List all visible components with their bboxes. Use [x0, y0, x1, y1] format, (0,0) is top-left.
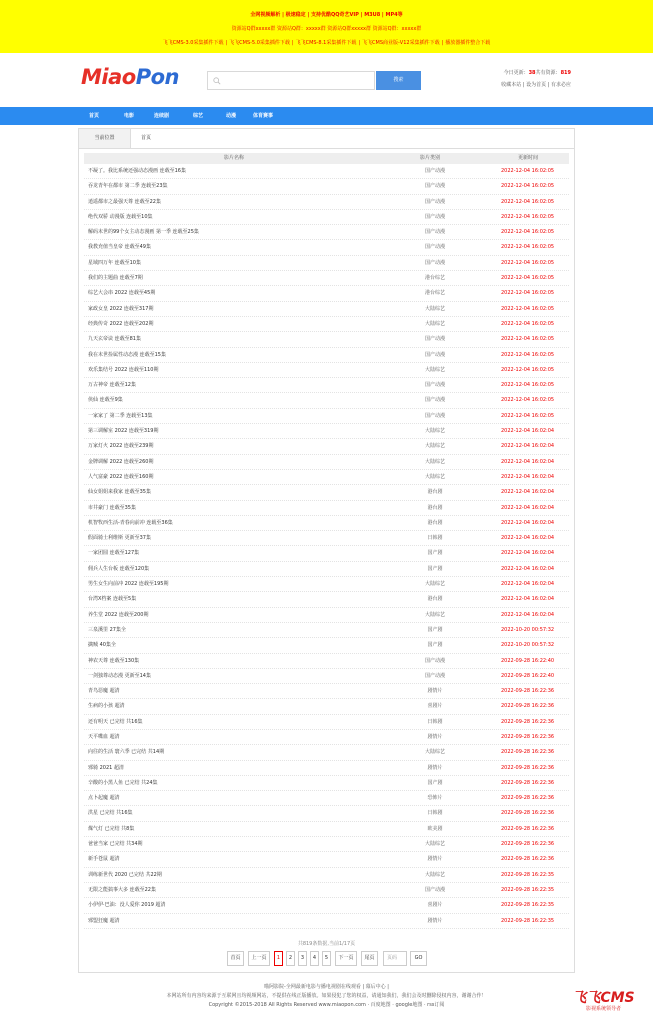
banner-line-2: 资源站Q群xxxxx群 资源站Q群：xxxxx群 资源站Q群xxxxx群 资源站Q群：xxxxx群 — [231, 26, 422, 32]
video-title-link[interactable]: 洪星 已完结 共16集 — [88, 810, 133, 817]
today-label: 今日更新： — [503, 70, 529, 76]
table-row[interactable] — [84, 837, 569, 852]
video-title-link[interactable]: 小伊伊·巴油：没人爱你 2019 超清 — [88, 902, 166, 909]
update-time: 2022-12-04 16:02:04 — [501, 504, 555, 511]
table-row[interactable] — [84, 225, 569, 240]
update-time: 2022-09-28 16:22:36 — [501, 841, 555, 848]
video-category[interactable]: 剧情片 — [427, 733, 443, 740]
update-time: 2022-09-28 16:22:36 — [501, 810, 555, 817]
video-title-link[interactable]: 邪盟狂魔 超清 — [88, 917, 120, 924]
site-footer — [0, 983, 653, 1010]
update-time: 2022-12-04 16:02:05 — [501, 244, 555, 251]
update-time: 2022-12-04 16:02:05 — [501, 320, 555, 327]
update-time: 2022-12-04 16:02:05 — [501, 183, 555, 190]
video-title-link[interactable]: 经典传奇 2022 连载至202期 — [88, 320, 154, 327]
video-title-link[interactable]: 万古神帝 连载至12集 — [88, 382, 136, 389]
video-category[interactable]: 剧情片 — [427, 917, 443, 924]
update-time: 2022-12-04 16:02:05 — [501, 351, 555, 358]
table-row[interactable] — [84, 806, 569, 821]
table-row[interactable] — [84, 608, 569, 623]
table-row[interactable] — [84, 791, 569, 806]
video-category[interactable]: 国产动漫 — [424, 168, 445, 174]
video-title-link[interactable]: 煤气灯 已完结 共8集 — [88, 825, 135, 832]
video-category[interactable]: 国产动漫 — [424, 351, 445, 358]
pager-info: 共819条数据,当前1/17页 — [297, 941, 356, 947]
video-category[interactable]: 剧情片 — [427, 688, 443, 695]
table-row[interactable] — [84, 256, 569, 271]
table-row[interactable] — [84, 852, 569, 867]
page-last-button[interactable]: 尾页 — [361, 951, 378, 966]
video-category[interactable]: 国产剧 — [427, 550, 443, 557]
video-title-link[interactable]: 欢乐集结号 2022 连载至110期 — [88, 366, 159, 373]
update-time: 2022-12-04 16:02:04 — [501, 581, 555, 588]
video-title-link[interactable]: 青鸟惡魔 超清 — [88, 688, 120, 695]
update-time: 2022-09-28 16:22:36 — [501, 688, 555, 695]
banner-link[interactable]: 飞飞CMS-5.0采集插件下载 — [229, 40, 290, 46]
badge-title: 飞飞CMS — [572, 990, 635, 1006]
video-category[interactable]: 恐怖片 — [427, 795, 443, 802]
update-time: 2022-10-20 00:57:32 — [501, 626, 555, 633]
table-row[interactable] — [84, 730, 569, 745]
page-number-4[interactable]: 4 — [310, 951, 319, 966]
footer-line-3[interactable]: Copyright ©2015-2018 All Rights Reserved www.miaopon.com · 百度地图 · google地图 · rss订阅 — [208, 1002, 445, 1008]
video-category[interactable]: 大陆综艺 — [424, 305, 445, 312]
video-category[interactable]: 大陆综艺 — [424, 749, 445, 756]
table-row[interactable] — [84, 240, 569, 255]
video-title-link[interactable]: 仙女姐姐来我家 连载至35集 — [88, 489, 151, 496]
table-row[interactable] — [84, 470, 569, 485]
table-row[interactable] — [84, 302, 569, 317]
video-category[interactable]: 剧情片 — [427, 764, 443, 771]
video-title-link[interactable]: 侠仙 连载至9集 — [88, 397, 123, 404]
page-go-button[interactable]: GO — [410, 951, 427, 966]
video-title-link[interactable]: 点卜起魔 超清 — [88, 795, 120, 802]
video-category[interactable]: 国产动漫 — [424, 229, 445, 236]
video-category[interactable]: 国产动漫 — [424, 382, 445, 389]
video-title-link[interactable]: 我在末世捡属性动态漫 连载至15集 — [88, 351, 166, 358]
update-time: 2022-09-28 16:22:36 — [501, 718, 555, 725]
video-category[interactable]: 国产动漫 — [424, 657, 445, 664]
table-row[interactable] — [84, 378, 569, 393]
video-category[interactable]: 大陆综艺 — [424, 458, 445, 465]
top-banner — [0, 0, 653, 53]
table-row[interactable] — [84, 332, 569, 347]
update-time: 2022-09-28 16:22:35 — [501, 871, 555, 878]
video-title-link[interactable]: 男生女生向前冲 2022 连载至195期 — [88, 581, 169, 588]
table-row[interactable] — [84, 914, 569, 929]
main-nav — [0, 107, 653, 125]
video-title-link[interactable]: 还有明天 已完结 共16集 — [88, 718, 143, 725]
video-title-link[interactable]: 家政女皇 2022 连载至317期 — [88, 305, 154, 312]
header-stats — [501, 67, 571, 91]
table-row[interactable] — [84, 638, 569, 653]
table-row[interactable] — [84, 317, 569, 332]
video-title-link[interactable]: 训练新世代 2020 已完结 共22期 — [88, 871, 162, 878]
video-category[interactable]: 大陆综艺 — [424, 611, 445, 618]
page-first-button[interactable]: 首页 — [227, 951, 244, 966]
video-category[interactable]: 欧美剧 — [427, 825, 443, 832]
table-row[interactable] — [84, 424, 569, 439]
table-row[interactable] — [84, 531, 569, 546]
page-number-input[interactable]: 页码 — [383, 951, 407, 966]
update-time: 2022-12-04 16:02:05 — [501, 229, 555, 236]
video-category[interactable]: 港台剧 — [427, 489, 443, 496]
update-time: 2022-12-04 16:02:04 — [501, 458, 555, 465]
breadcrumb-label: 当前位置 — [79, 129, 131, 148]
table-row[interactable] — [84, 776, 569, 791]
header-links[interactable]: 收藏本站 | 设为首页 | 有求必应 — [501, 82, 571, 88]
page-next-button[interactable]: 下一页 — [335, 951, 357, 966]
video-category[interactable]: 日韩剧 — [427, 535, 443, 542]
video-category[interactable]: 国产动漫 — [424, 412, 445, 419]
video-title-link[interactable]: 养生堂 2022 连载至200期 — [88, 611, 149, 618]
video-title-link[interactable]: 机智牧西生活-青春向前冲 连载至36集 — [88, 519, 173, 526]
total-label: 共有资源： — [535, 70, 561, 76]
col-header-category: 影片类别 — [420, 155, 441, 161]
video-category[interactable]: 国产动漫 — [424, 397, 445, 404]
video-title-link[interactable]: 不凝了。我比系统还强动态漫画 连载至16集 — [88, 168, 186, 174]
update-time: 2022-10-20 00:57:32 — [501, 642, 555, 649]
table-row[interactable] — [84, 623, 569, 638]
update-time: 2022-09-28 16:22:40 — [501, 672, 555, 679]
video-title-link[interactable]: 万家灯火 2022 连载至239期 — [88, 443, 154, 450]
breadcrumb-current[interactable]: 首页 — [141, 135, 152, 141]
update-time: 2022-09-28 16:22:36 — [501, 749, 555, 756]
table-body — [84, 164, 569, 929]
table-row[interactable] — [84, 562, 569, 577]
video-title-link[interactable]: 假面骑士利维斯 更新至37集 — [88, 535, 151, 542]
table-row[interactable] — [84, 501, 569, 516]
update-time: 2022-09-28 16:22:36 — [501, 825, 555, 832]
update-time: 2022-12-04 16:02:04 — [501, 519, 555, 526]
page-number-1[interactable]: 1 — [274, 951, 283, 966]
logo-text-left: Miao — [81, 65, 136, 89]
page-number-5[interactable]: 5 — [322, 951, 331, 966]
table-row[interactable] — [84, 761, 569, 776]
update-time: 2022-12-04 16:02:05 — [501, 305, 555, 312]
update-stats — [501, 67, 571, 79]
update-time: 2022-12-04 16:02:04 — [501, 443, 555, 450]
update-time: 2022-12-04 16:02:04 — [501, 550, 555, 557]
update-time: 2022-09-28 16:22:36 — [501, 703, 555, 710]
nav-item-home[interactable]: 首页 — [89, 113, 100, 119]
update-time: 2022-12-04 16:02:04 — [501, 535, 555, 542]
video-category[interactable]: 日韩剧 — [427, 810, 443, 817]
table-row[interactable] — [84, 455, 569, 470]
feifei-cms-badge[interactable] — [561, 990, 646, 1020]
video-title-link[interactable]: 解码末世的99个女主动态漫画 第一季 连载至25集 — [88, 229, 199, 236]
video-title-link[interactable]: 生病的小孩 超清 — [88, 703, 125, 710]
video-title-link[interactable]: 三泉溪里 27集全 — [88, 626, 126, 633]
video-category[interactable]: 国产动漫 — [424, 198, 445, 205]
breadcrumb — [79, 129, 574, 149]
update-time: 2022-12-04 16:02:04 — [501, 473, 555, 480]
video-category[interactable]: 国产剧 — [427, 642, 443, 649]
video-category[interactable]: 国产动漫 — [424, 183, 445, 190]
badge-subtitle: 影视系统领导者 — [585, 1006, 621, 1012]
video-title-link[interactable]: 爸爸当家 已完结 共34期 — [88, 841, 143, 848]
nav-item-movies[interactable]: 电影 — [124, 113, 135, 119]
update-time: 2022-09-28 16:22:36 — [501, 779, 555, 786]
video-title-link[interactable]: 无限之能搞事大多 连载至22集 — [88, 886, 156, 893]
video-category[interactable]: 港台剧 — [427, 519, 443, 526]
update-time: 2022-09-28 16:22:35 — [501, 902, 555, 909]
table-row[interactable] — [84, 654, 569, 669]
total-count: 819 — [560, 70, 571, 76]
update-time: 2022-12-04 16:02:05 — [501, 168, 555, 174]
banner-link[interactable]: 飞飞CMS商业版-V12采集插件下载 — [362, 40, 440, 46]
table-row[interactable] — [84, 868, 569, 883]
video-title-link[interactable]: 星域四万年 连载至10集 — [88, 259, 141, 266]
site-header — [0, 53, 653, 106]
video-title-link[interactable]: 我们的主题曲 连载至7期 — [88, 275, 143, 282]
search-input[interactable] — [207, 71, 375, 90]
table-row[interactable] — [84, 286, 569, 301]
banner-link[interactable]: 飞飞CMS-3.0采集插件下载 — [162, 40, 224, 46]
video-title-link[interactable]: 绝代双骄 动漫版 连载至10集 — [88, 213, 153, 220]
col-header-title: 影片名称 — [224, 155, 245, 161]
video-category[interactable]: 国产动漫 — [424, 672, 445, 679]
update-time: 2022-09-28 16:22:36 — [501, 733, 555, 740]
table-row[interactable] — [84, 745, 569, 760]
video-table — [84, 153, 569, 929]
video-category[interactable]: 剧情片 — [427, 856, 443, 863]
video-title-link[interactable]: 金牌调解 2022 连载至260期 — [88, 458, 154, 465]
video-category[interactable]: 喜剧片 — [427, 902, 443, 909]
nav-item-sports[interactable]: 体育赛事 — [253, 113, 274, 119]
update-time: 2022-12-04 16:02:04 — [501, 428, 555, 435]
video-title-link[interactable]: 综艺大会串 2022 连载至45期 — [88, 290, 156, 297]
video-category[interactable]: 国产动漫 — [424, 259, 445, 266]
video-title-link[interactable]: 台湾X档案 连载至5集 — [88, 596, 137, 603]
footer-line-2: 本网站所有内容均来源于互联网且均视频网站，不提供在线正版播放。如果侵犯了您的权益，请通知我们，我们会及时删除侵权内容，谢谢合作！ — [166, 993, 487, 999]
update-time: 2022-09-28 16:22:36 — [501, 856, 555, 863]
update-time: 2022-09-28 16:22:36 — [501, 764, 555, 771]
video-category[interactable]: 港台剧 — [427, 596, 443, 603]
update-time: 2022-12-04 16:02:05 — [501, 382, 555, 389]
page-number-2[interactable]: 2 — [286, 951, 295, 966]
video-category[interactable]: 大陆综艺 — [424, 366, 445, 373]
table-header — [84, 153, 569, 164]
update-time: 2022-12-04 16:02:05 — [501, 336, 555, 343]
update-time: 2022-12-04 16:02:04 — [501, 565, 555, 572]
search-icon — [213, 77, 221, 85]
video-title-link[interactable]: 擒贼 40集全 — [88, 642, 116, 649]
video-title-link[interactable]: 第三调解室 2022 连载至319期 — [88, 428, 159, 435]
update-time: 2022-12-04 16:02:05 — [501, 259, 555, 266]
update-time: 2022-09-28 16:22:36 — [501, 795, 555, 802]
nav-item-series[interactable]: 连续剧 — [154, 113, 170, 119]
nav-item-variety[interactable]: 综艺 — [193, 113, 204, 119]
today-count: 38 — [528, 70, 536, 76]
video-category[interactable]: 大陆综艺 — [424, 871, 445, 878]
video-category[interactable]: 大陆综艺 — [424, 581, 445, 588]
banner-line-1[interactable]: 全网视频解析 | 极速稳定 | 支持优酷QQ奇艺VIP | M3U8 | MP4等 — [250, 12, 403, 18]
update-time: 2022-12-04 16:02:05 — [501, 412, 555, 419]
page-prev-button[interactable]: 上一页 — [248, 951, 270, 966]
video-title-link[interactable]: 一剑独尊动态漫 更新至14集 — [88, 672, 151, 679]
table-row[interactable] — [84, 210, 569, 225]
footer-line-1[interactable]: 喵阿影院-全网最新电影与播电视剧在线观看 | 幕后中心 | — [264, 984, 389, 990]
video-title-link[interactable]: 佣兵人生台板 连载至120集 — [88, 565, 150, 572]
banner-links: 飞飞CMS-3.0采集插件下载 | 飞飞CMS-5.0采集插件下载 | 飞飞CMS-8.1采集插件下载 | 飞飞CMS商业版-V12采集插件下载 | 播放器插件整合下载 — [162, 40, 491, 46]
table-row[interactable] — [84, 516, 569, 531]
update-time: 2022-12-04 16:02:05 — [501, 366, 555, 373]
video-title-link[interactable]: 九天玄帝诀 连载至81集 — [88, 336, 141, 343]
table-row[interactable] — [84, 439, 569, 454]
table-row[interactable] — [84, 669, 569, 684]
update-time: 2022-12-04 16:02:05 — [501, 397, 555, 404]
table-row[interactable] — [84, 822, 569, 837]
video-title-link[interactable]: 吞龙青年在都市 第二季 连载至23集 — [88, 183, 168, 190]
site-logo[interactable] — [81, 65, 179, 89]
video-title-link[interactable]: 天平喋血 超清 — [88, 733, 120, 740]
video-category[interactable]: 港台剧 — [427, 504, 443, 511]
update-time: 2022-12-04 16:02:05 — [501, 213, 555, 220]
video-category[interactable]: 港台综艺 — [424, 290, 445, 297]
video-title-link[interactable]: 神农天尊 连载至130集 — [88, 657, 140, 664]
update-time: 2022-12-04 16:02:04 — [501, 596, 555, 603]
video-title-link[interactable]: 邪骑 2021 超清 — [88, 764, 124, 771]
logo-text-right: Pon — [135, 65, 179, 89]
table-row[interactable] — [84, 363, 569, 378]
video-category[interactable]: 国产动漫 — [424, 886, 445, 893]
update-time: 2022-09-28 16:22:40 — [501, 657, 555, 664]
video-category[interactable]: 国产剧 — [427, 626, 443, 633]
table-row[interactable] — [84, 195, 569, 210]
video-category[interactable]: 大陆综艺 — [424, 841, 445, 848]
video-title-link[interactable]: 市井豪门 连载至35集 — [88, 504, 136, 511]
update-time: 2022-12-04 16:02:05 — [501, 275, 555, 282]
table-row[interactable] — [84, 592, 569, 607]
table-row[interactable] — [84, 409, 569, 424]
update-time: 2022-12-04 16:02:04 — [501, 489, 555, 496]
video-category[interactable]: 大陆综艺 — [424, 428, 445, 435]
video-title-link[interactable]: 我教充值当皇帝 连载至49集 — [88, 244, 151, 251]
table-row[interactable] — [84, 883, 569, 898]
video-category[interactable]: 大陆综艺 — [424, 320, 445, 327]
banner-link[interactable]: 飞飞CMS-8.1采集插件下载 — [295, 40, 357, 46]
video-title-link[interactable]: 辛酸的小黑人鱼 已完结 共24集 — [88, 779, 158, 786]
video-category[interactable]: 国产动漫 — [424, 213, 445, 220]
table-row[interactable] — [84, 684, 569, 699]
video-title-link[interactable]: 新手苍鼠 超清 — [88, 856, 120, 863]
table-row[interactable] — [84, 485, 569, 500]
table-row[interactable] — [84, 393, 569, 408]
video-category[interactable]: 日韩剧 — [427, 718, 443, 725]
video-category[interactable]: 港台综艺 — [424, 275, 445, 282]
video-category[interactable]: 国产剧 — [427, 565, 443, 572]
nav-item-anime[interactable]: 动漫 — [226, 113, 237, 119]
video-category[interactable]: 国产动漫 — [424, 244, 445, 251]
table-row[interactable] — [84, 179, 569, 194]
update-time: 2022-09-28 16:22:35 — [501, 886, 555, 893]
video-title-link[interactable]: 逍遥都市之最强天尊 连载至22集 — [88, 198, 161, 205]
table-row[interactable] — [84, 271, 569, 286]
update-time: 2022-09-28 16:22:35 — [501, 917, 555, 924]
video-title-link[interactable]: 向往的生活 寰六季 已完结 共14期 — [88, 749, 165, 756]
video-category[interactable]: 大陆综艺 — [424, 473, 445, 480]
page-number-3[interactable]: 3 — [298, 951, 307, 966]
update-time: 2022-12-04 16:02:04 — [501, 611, 555, 618]
table-row[interactable] — [84, 898, 569, 913]
video-category[interactable]: 大陆综艺 — [424, 443, 445, 450]
search-button[interactable]: 搜索 — [376, 71, 421, 90]
video-category[interactable]: 国产动漫 — [424, 336, 445, 343]
banner-link[interactable]: 播放器插件整合下载 — [445, 40, 491, 46]
table-row[interactable] — [84, 715, 569, 730]
table-row[interactable] — [84, 348, 569, 363]
update-time: 2022-12-04 16:02:05 — [501, 198, 555, 205]
video-category[interactable]: 喜剧片 — [427, 703, 443, 710]
update-time: 2022-12-04 16:02:05 — [501, 290, 555, 297]
content-panel — [78, 128, 575, 973]
video-title-link[interactable]: 人气富豪 2022 连载至160期 — [88, 473, 154, 480]
video-title-link[interactable]: 一家家了 第二季 连载至13集 — [88, 412, 153, 419]
table-row[interactable] — [84, 699, 569, 714]
video-title-link[interactable]: 一家团圆 连载至127集 — [88, 550, 140, 557]
table-row[interactable] — [84, 164, 569, 179]
table-row[interactable] — [84, 577, 569, 592]
table-row[interactable] — [84, 546, 569, 561]
col-header-time: 更新时间 — [518, 155, 539, 161]
video-category[interactable]: 国产剧 — [427, 779, 443, 786]
